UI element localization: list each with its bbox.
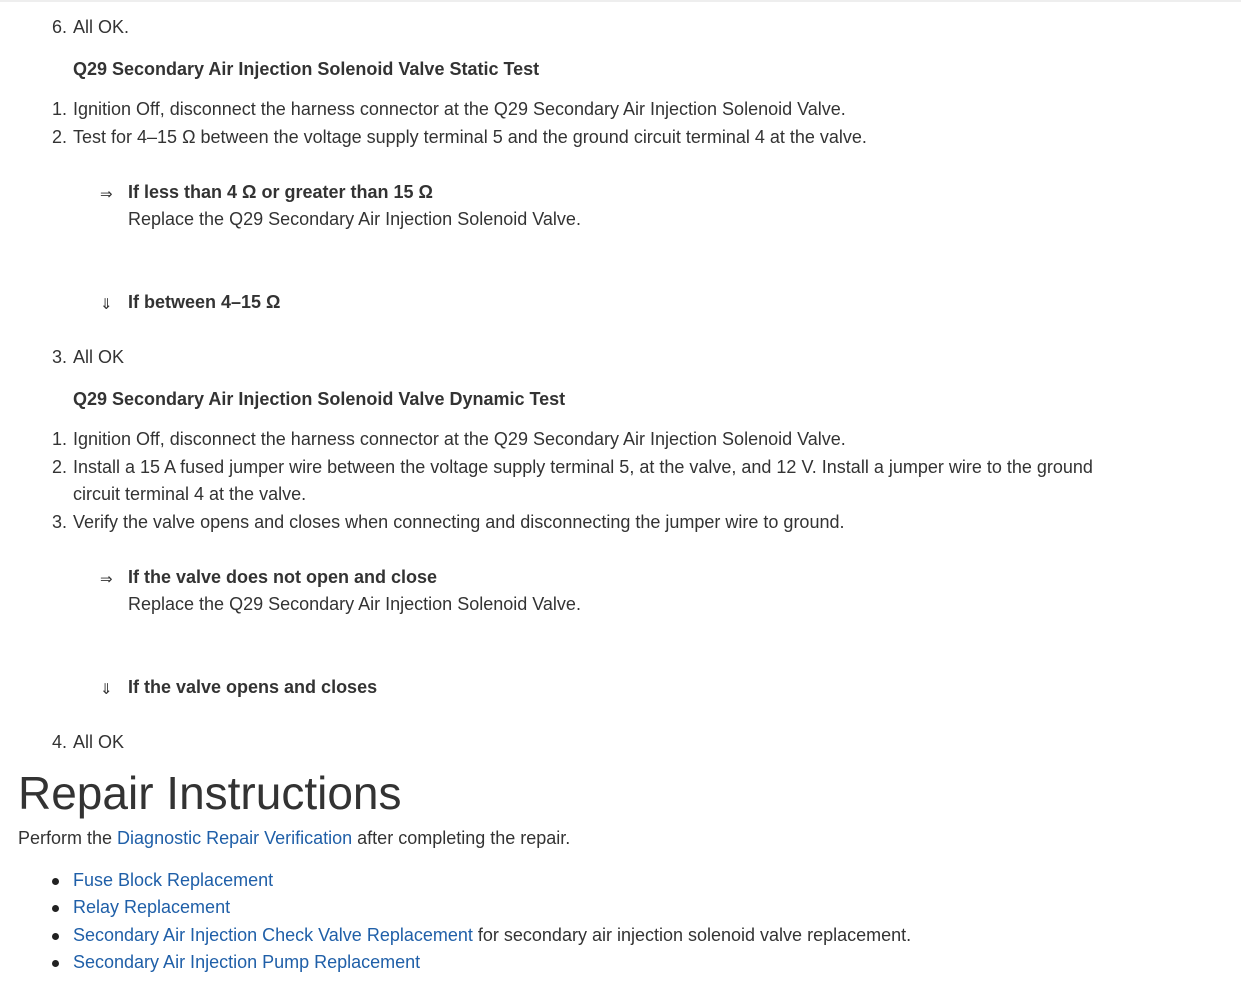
list-number: 3. [52,347,68,367]
list-number: 1. [52,99,68,119]
repair-intro-after: after completing the repair. [352,828,571,848]
down-double-arrow-icon: ⇓ [100,295,113,313]
repair-intro-before: Perform the [18,828,118,848]
result-fail-label: If less than 4 Ω or greater than 15 Ω [128,182,433,202]
repair-intro [18,828,570,849]
list-number: 2. [52,127,68,147]
step-text: Ignition Off, disconnect the harness connector at the Q29 Secondary Air Injection Solenoid Valve. [73,99,846,119]
result-fail-label: If the valve does not open and close [128,567,438,587]
bullet-icon [52,905,59,912]
diagnostic-repair-verification-link[interactable]: Diagnostic Repair Verification [117,828,353,848]
list-number: 6. [52,17,68,37]
step-text: Test for 4–15 Ω between the voltage supply terminal 5 and the ground circuit terminal 4 at the valve. [73,127,867,147]
right-double-arrow-icon: ⇒ [100,570,113,588]
dynamic-test-heading: Q29 Secondary Air Injection Solenoid Valve Dynamic Test [73,389,566,409]
list-item-text: All OK. [73,17,130,37]
list-item [73,925,911,946]
list-number: 4. [52,732,68,752]
top-divider [0,0,1241,2]
bullet-icon [52,960,59,967]
step-text: Install a 15 A fused jumper wire between the voltage supply terminal 5, at the valve, and 12 V. Install a jumper wire to the ground [73,457,1093,477]
list-item-text: All OK [73,732,125,752]
down-double-arrow-icon: ⇓ [100,680,113,698]
result-pass-label: If the valve opens and closes [128,677,378,697]
check-valve-replacement-link[interactable]: Secondary Air Injection Check Valve Replacement [73,925,473,945]
static-test-heading: Q29 Secondary Air Injection Solenoid Valve Static Test [73,59,540,79]
bullet-icon [52,933,59,940]
result-fail-action: Replace the Q29 Secondary Air Injection Solenoid Valve. [128,209,581,229]
result-fail-action: Replace the Q29 Secondary Air Injection Solenoid Valve. [128,594,581,614]
step-text: Verify the valve opens and closes when connecting and disconnecting the jumper wire to ground. [73,512,845,532]
bullet-icon [52,878,59,885]
repair-instructions-title: Repair Instructions [18,767,402,819]
link-suffix: for secondary air injection solenoid valve replacement. [472,925,912,945]
pump-replacement-link[interactable]: Secondary Air Injection Pump Replacement [73,952,421,972]
relay-replacement-link[interactable]: Relay Replacement [73,897,231,917]
step-text: Ignition Off, disconnect the harness connector at the Q29 Secondary Air Injection Solenoid Valve. [73,429,846,449]
list-item-text: All OK [73,347,125,367]
step-text-continued: circuit terminal 4 at the valve. [73,484,307,504]
result-pass-label: If between 4–15 Ω [128,292,281,312]
list-number: 2. [52,457,68,477]
list-number: 1. [52,429,68,449]
fuse-block-replacement-link[interactable]: Fuse Block Replacement [73,870,274,890]
list-number: 3. [52,512,68,532]
right-double-arrow-icon: ⇒ [100,185,113,203]
